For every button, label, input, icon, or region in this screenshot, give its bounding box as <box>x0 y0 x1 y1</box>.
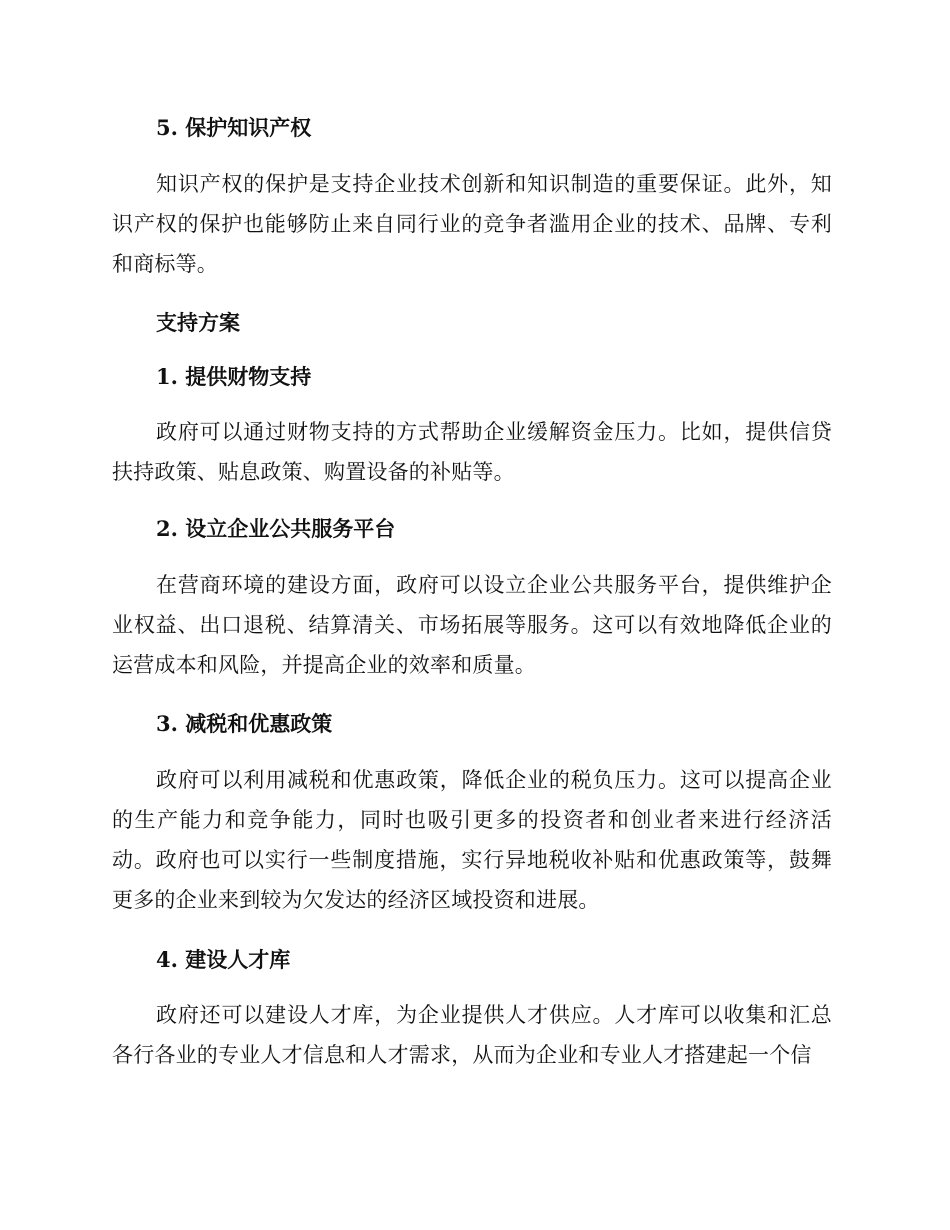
section-heading-ip-protection: 5. 保护知识产权 <box>156 115 312 140</box>
section-heading-service-platform: 2. 设立企业公共服务平台 <box>156 516 396 541</box>
section-heading-tax-policy: 3. 减税和优惠政策 <box>156 711 333 736</box>
paragraph-financial-support: 政府可以通过财物支持的方式帮助企业缓解资金压力。比如，提供信贷扶持政策、贴息政策、购置设备的补贴等。 <box>112 420 832 484</box>
section-heading-financial-support: 1. 提供财物支持 <box>156 364 312 389</box>
paragraph-tax-policy: 政府可以利用减税和优惠政策，降低企业的税负压力。这可以提高企业的生产能力和竞争能力，同时也吸引更多的投资者和创业者来进行经济活动。政府也可以实行一些制度措施，实行异地税收补贴和优惠政策等，鼓舞更多的企业来到较为欠发达的经济区域投资和进展。 <box>112 768 832 912</box>
paragraph-service-platform: 在营商环境的建设方面，政府可以设立企业公共服务平台，提供维护企业权益、出口退税、结算清关、市场拓展等服务。这可以有效地降低企业的运营成本和风险，并提高企业的效率和质量。 <box>112 573 832 677</box>
section-heading-support-plan: 支持方案 <box>156 310 240 335</box>
paragraph-ip-protection: 知识产权的保护是支持企业技术创新和知识制造的重要保证。此外，知识产权的保护也能够防止来自同行业的竞争者滥用企业的技术、品牌、专利和商标等。 <box>112 172 832 276</box>
paragraph-talent-pool: 政府还可以建设人才库，为企业提供人才供应。人才库可以收集和汇总各行各业的专业人才信息和人才需求，从而为企业和专业人才搭建起一个信 <box>112 1003 832 1067</box>
section-heading-talent-pool: 4. 建设人才库 <box>156 947 291 972</box>
